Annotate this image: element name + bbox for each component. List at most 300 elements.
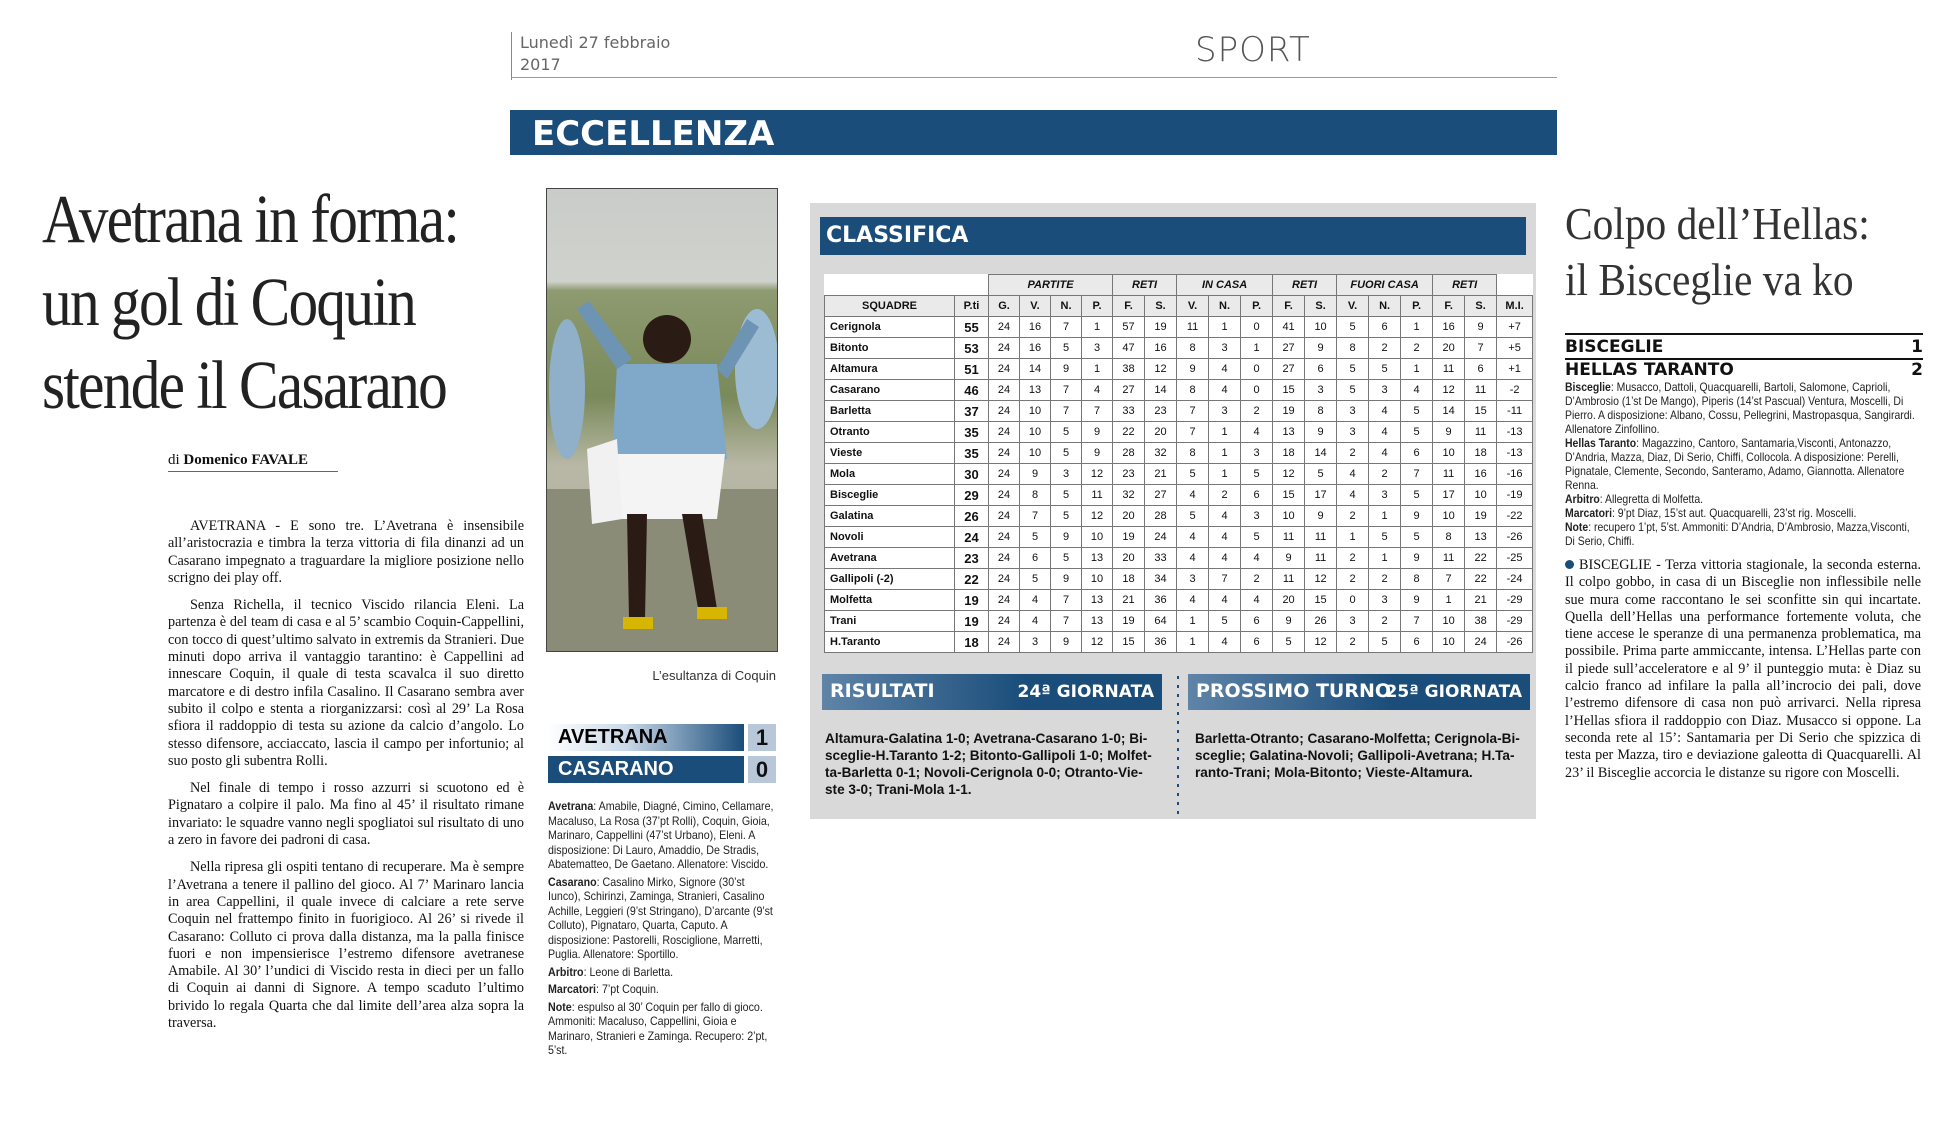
stat-cell: 7 [1082, 401, 1113, 422]
stat-cell: 5 [1177, 464, 1209, 485]
stat-cell: 10 [1433, 506, 1465, 527]
report-entry [548, 983, 776, 998]
stat-cell: 24 [989, 338, 1020, 359]
stat-cell: 9 [1020, 464, 1051, 485]
stat-cell: 9 [1401, 548, 1433, 569]
article-paragraph: Senza Richella, il tecnico Viscido rilancia Eleni. La partenza è del team di casa e al 5’ scambio Coquin-Cappellini, con tocco di quest’ultimo salvato in extremis da Stranieri. Due minuti dopo arriva il vantaggio tarantino: è Cappellini ad innescare Coquin, il quale di testa scavalca il suo diretto marcatore e di destro infila Casalino. Il Casarano sembra aver subito il colpo e stenta a riorganizzarsi: così al 29’ La Rosa sfiora il raddoppio di testa su azione da calcio d’angolo. Lo stesso difensore, acciaccato, lascia il campo per infortunio; al suo posto gli subentra Rolli. [168, 597, 524, 769]
stat-cell: 12 [1273, 464, 1305, 485]
stat-cell: 24 [989, 443, 1020, 464]
stat-cell: 11 [1433, 548, 1465, 569]
team-cell: H.Taranto [825, 632, 955, 653]
stat-cell: 5 [1369, 632, 1401, 653]
results-line: Altamura-Galatina 1-0; Avetrana-Casarano 1-0; Bi- [825, 731, 1148, 746]
stat-cell: 9 [1177, 359, 1209, 380]
stat-cell: 9 [1305, 422, 1337, 443]
stat-cell: 7 [1401, 464, 1433, 485]
stat-cell: 24 [1465, 632, 1497, 653]
stat-cell: 3 [1177, 569, 1209, 590]
column-header: M.I. [1497, 296, 1533, 317]
stat-cell: 6 [1241, 485, 1273, 506]
stat-cell: 38 [1465, 611, 1497, 632]
stat-cell: 3 [1369, 590, 1401, 611]
stat-cell: 26 [955, 506, 989, 527]
table-row [825, 590, 1533, 611]
stat-cell: 16 [1145, 338, 1177, 359]
stat-cell: 5 [1241, 464, 1273, 485]
stat-cell: 4 [1209, 548, 1241, 569]
team-name: CASARANO [548, 756, 744, 783]
article-paragraph: BISCEGLIE - Terza vittoria stagionale, la seconda esterna. Il colpo gobbo, in casa di un Bisceglie non inflessibile nelle sue mura come raccontano le sei sconfitte sin qui incartate. Quella dell’Hellas una performance fortemente voluta, che tiene accese le speranze di una permanenza problematica, ma possibile. Prima parte ammiccante, intensa. L’Hellas parte con il piede sull’acceleratore e al 9’ il punteggio muta: è Diaz su calcio franco ad infilare la palla all’incrocio dei pali, dove l’estremo difensore di casa non può arrivarci. Nella ripresa l’Hellas sfiora il raddoppio con Diaz. Musacco si oppone. La seconda rete al 15’: Santamaria per Di Serio che spizzica di testa per Mazza, tiro e deviazione galeotta di Quacquarelli. Al 23’ il Bisceglie accorcia le distanze su rigore con Moscelli. [1565, 557, 1921, 781]
article-body [1565, 557, 1921, 782]
stat-cell: 9 [1051, 527, 1082, 548]
stat-cell: -29 [1497, 611, 1533, 632]
scoreboard-home [1565, 337, 1923, 359]
standings-title-bar [820, 217, 1526, 255]
stat-cell: 13 [1020, 380, 1051, 401]
team-cell: Casarano [825, 380, 955, 401]
column-header: P.ti [955, 296, 989, 317]
stat-cell: 4 [1241, 590, 1273, 611]
column-header: P. [1401, 296, 1433, 317]
column-header: N. [1209, 296, 1241, 317]
stat-cell: 1 [1401, 359, 1433, 380]
table-row [825, 506, 1533, 527]
stat-cell: 24 [989, 422, 1020, 443]
team-goals: 1 [748, 724, 776, 751]
stat-cell: 7 [1051, 590, 1082, 611]
stat-cell: 24 [989, 464, 1020, 485]
stat-cell: 36 [1145, 590, 1177, 611]
stat-cell: 5 [1051, 338, 1082, 359]
stat-cell: 15 [1465, 401, 1497, 422]
report-label: Arbitro [548, 965, 584, 979]
scoreboard-away [548, 756, 776, 783]
stat-cell: 4 [1241, 548, 1273, 569]
stat-cell: 10 [1273, 506, 1305, 527]
stat-cell: 4 [1209, 359, 1241, 380]
stat-cell: 5 [1209, 611, 1241, 632]
stat-cell: 12 [1433, 380, 1465, 401]
report-entry [548, 966, 776, 981]
column-header: F. [1113, 296, 1145, 317]
stat-cell: 5 [1401, 401, 1433, 422]
stat-cell: 35 [955, 443, 989, 464]
stat-cell: 21 [1113, 590, 1145, 611]
date-year: 2017 [520, 55, 561, 74]
team-cell: Molfetta [825, 590, 955, 611]
stat-cell: 64 [1145, 611, 1177, 632]
stat-cell: 11 [1465, 380, 1497, 401]
stat-cell: 9 [1051, 632, 1082, 653]
stat-cell: 20 [1145, 422, 1177, 443]
stat-cell: 24 [1145, 527, 1177, 548]
stat-cell: 20 [1433, 338, 1465, 359]
stat-cell: 20 [1113, 506, 1145, 527]
report-label: Marcatori [548, 983, 597, 996]
stat-cell: 2 [1337, 548, 1369, 569]
stat-cell: 37 [955, 401, 989, 422]
column-header: F. [1273, 296, 1305, 317]
next-round-title: PROSSIMO TURNO [1196, 680, 1392, 702]
stat-cell: 1 [1433, 590, 1465, 611]
stat-cell: +7 [1497, 317, 1533, 338]
results-header [822, 674, 1162, 710]
team-goals: 0 [748, 756, 776, 783]
group-header: RETI [1273, 275, 1337, 296]
stat-cell: -16 [1497, 464, 1533, 485]
stat-cell: 1 [1082, 359, 1113, 380]
stat-cell: 22 [1113, 422, 1145, 443]
stat-cell: 32 [1113, 485, 1145, 506]
stat-cell: 9 [1082, 443, 1113, 464]
stat-cell: 2 [1337, 506, 1369, 527]
headline-line: il Bisceglie va ko [1565, 254, 1854, 305]
stat-cell: 6 [1305, 359, 1337, 380]
stat-cell: 9 [1273, 611, 1305, 632]
stat-cell: 3 [1337, 611, 1369, 632]
byline-prefix: di [168, 452, 180, 468]
stat-cell: 27 [1113, 380, 1145, 401]
headline-line: stende il Casarano [42, 347, 447, 423]
stat-cell: 19 [955, 611, 989, 632]
stat-cell: -25 [1497, 548, 1533, 569]
stat-cell: 5 [1401, 485, 1433, 506]
stat-cell: 13 [1082, 590, 1113, 611]
team-goals: 1 [1911, 337, 1923, 357]
stat-cell: 2 [1241, 569, 1273, 590]
column-header: SQUADRE [825, 296, 955, 317]
stat-cell: -19 [1497, 485, 1533, 506]
stat-cell: 18 [1465, 443, 1497, 464]
results-title: RISULTATI [830, 680, 935, 702]
stat-cell: 5 [1051, 506, 1082, 527]
column-header: V. [1020, 296, 1051, 317]
stat-cell: 3 [1241, 506, 1273, 527]
stat-cell: 8 [1401, 569, 1433, 590]
stat-cell: 9 [1305, 506, 1337, 527]
results-list [825, 730, 1175, 798]
stat-cell: 6 [1401, 443, 1433, 464]
stat-cell: 12 [1145, 359, 1177, 380]
stat-cell: 7 [1051, 401, 1082, 422]
column-header: S. [1465, 296, 1497, 317]
stat-cell: 1 [1337, 527, 1369, 548]
team-cell: Galatina [825, 506, 955, 527]
results-line: ta-Barletta 0-1; Novoli-Cerignola 0-0; Otranto-Vie- [825, 765, 1143, 780]
stat-cell: 7 [1177, 422, 1209, 443]
stat-cell: 55 [955, 317, 989, 338]
report-label: Arbitro [1565, 493, 1600, 506]
stat-cell: 2 [1401, 338, 1433, 359]
stat-cell: 15 [1305, 590, 1337, 611]
stat-cell: 19 [1113, 611, 1145, 632]
stat-cell: 3 [1305, 380, 1337, 401]
date-line [511, 32, 710, 80]
stat-cell: 10 [1020, 422, 1051, 443]
stat-cell: 5 [1369, 359, 1401, 380]
report-text: : Leone di Barletta. [583, 965, 674, 979]
match-report [548, 800, 776, 1062]
stat-cell: 4 [1082, 380, 1113, 401]
stat-cell: 7 [1465, 338, 1497, 359]
stat-cell: 4 [1241, 422, 1273, 443]
next-round-header [1188, 674, 1530, 710]
report-entry [548, 876, 776, 963]
stat-cell: 11 [1433, 464, 1465, 485]
report-text: : recupero 1’pt, 5’st. Ammoniti: D’Andria, D’Ambrosio, Mazza,Visconti, Di Serio, Chiffi. [1565, 521, 1910, 548]
group-header: PARTITE [989, 275, 1113, 296]
stat-cell: 18 [1273, 443, 1305, 464]
stat-cell: 5 [1241, 527, 1273, 548]
stat-cell: 2 [1337, 632, 1369, 653]
stat-cell: 19 [955, 590, 989, 611]
banner-label: ECCELLENZA [532, 114, 775, 154]
stat-cell: 32 [1145, 443, 1177, 464]
stat-cell: 7 [1051, 317, 1082, 338]
stat-cell: 2 [1369, 569, 1401, 590]
author-name: Domenico FAVALE [183, 452, 309, 468]
table-row [825, 485, 1533, 506]
stat-cell: 12 [1082, 632, 1113, 653]
stat-cell: 12 [1305, 632, 1337, 653]
stat-cell: 29 [955, 485, 989, 506]
category-banner [510, 110, 1557, 155]
stat-cell: 20 [1113, 548, 1145, 569]
table-row [825, 464, 1533, 485]
stat-cell: 6 [1241, 611, 1273, 632]
byline [168, 452, 338, 472]
stat-cell: 4 [1209, 632, 1241, 653]
stat-cell: 3 [1209, 401, 1241, 422]
stat-cell: 3 [1082, 338, 1113, 359]
stat-cell: 24 [989, 569, 1020, 590]
stat-cell: 41 [1273, 317, 1305, 338]
stat-cell: 19 [1465, 506, 1497, 527]
stat-cell: 6 [1401, 632, 1433, 653]
table-row [825, 338, 1533, 359]
stat-cell: 8 [1177, 338, 1209, 359]
report-entry [1565, 437, 1916, 493]
stat-cell: 57 [1113, 317, 1145, 338]
stat-cell: 24 [989, 380, 1020, 401]
column-header: G. [989, 296, 1020, 317]
team-cell: Novoli [825, 527, 955, 548]
stat-cell: 13 [1082, 611, 1113, 632]
stat-cell: 11 [1082, 485, 1113, 506]
stat-cell: 6 [1020, 548, 1051, 569]
match-report [1565, 381, 1916, 549]
group-header: FUORI CASA [1337, 275, 1433, 296]
stat-cell: 33 [1145, 548, 1177, 569]
report-text: : Magazzino, Cantoro, Santamaria,Visconti, Antonazzo, D’Andria, Mazza, Diaz, Di Serio, Chiffi, Collocola. A disposizione: Perelli, Pignatale, Clemente, Secondo, Santeramo, Adamo, Giannotta. Allenatore Renna. [1565, 437, 1905, 492]
stat-cell: 7 [1051, 380, 1082, 401]
stat-cell: 14 [1305, 443, 1337, 464]
team-cell: Otranto [825, 422, 955, 443]
stat-cell: 19 [1273, 401, 1305, 422]
stat-cell: 10 [1020, 401, 1051, 422]
stat-cell: 5 [1305, 464, 1337, 485]
stat-cell: 12 [1305, 569, 1337, 590]
report-entry [1565, 521, 1916, 549]
empty-cell [1497, 275, 1533, 296]
stat-cell: 11 [1273, 569, 1305, 590]
group-header-row [825, 275, 1533, 296]
stat-cell: 2 [1209, 485, 1241, 506]
stat-cell: 1 [1401, 317, 1433, 338]
stat-cell: 20 [1273, 590, 1305, 611]
stat-cell: -29 [1497, 590, 1533, 611]
team-cell: Bitonto [825, 338, 955, 359]
stat-cell: 6 [1369, 317, 1401, 338]
team-goals: 2 [1911, 360, 1923, 380]
stat-cell: 8 [1177, 443, 1209, 464]
column-header: P. [1082, 296, 1113, 317]
stat-cell: 18 [1113, 569, 1145, 590]
results-line: sceglie-H.Taranto 1-2; Bitonto-Gallipoli 1-0; Molfet- [825, 748, 1152, 763]
celebration-illustration [547, 189, 777, 651]
stat-cell: 5 [1051, 548, 1082, 569]
score-divider [1565, 333, 1923, 335]
stat-cell: 5 [1401, 527, 1433, 548]
article-paragraph: AVETRANA - E sono tre. L’Avetrana è insensibile all’aristocrazia e timbra la terza vittoria di fila dinanzi ad un Casarano impegnato a traguardare la migliore posizione nello scrigno dei play off. [168, 518, 524, 586]
stat-cell: 26 [1305, 611, 1337, 632]
stat-cell: 7 [1051, 611, 1082, 632]
stat-cell: +1 [1497, 359, 1533, 380]
stat-cell: 4 [1369, 443, 1401, 464]
stat-cell: 24 [989, 590, 1020, 611]
stat-cell: 9 [1082, 422, 1113, 443]
stat-cell: 18 [955, 632, 989, 653]
stat-cell: 1 [1369, 548, 1401, 569]
stat-cell: 0 [1241, 380, 1273, 401]
stat-cell: -26 [1497, 632, 1533, 653]
stat-cell: 4 [1337, 485, 1369, 506]
stat-cell: 11 [1433, 359, 1465, 380]
stat-cell: 38 [1113, 359, 1145, 380]
stat-cell: -22 [1497, 506, 1533, 527]
stat-cell: 23 [1113, 464, 1145, 485]
stat-cell: 5 [1337, 317, 1369, 338]
stat-cell: 11 [1305, 527, 1337, 548]
team-cell: Mola [825, 464, 955, 485]
table-row [825, 527, 1533, 548]
stat-cell: 2 [1369, 338, 1401, 359]
stat-cell: 2 [1369, 611, 1401, 632]
stat-cell: 17 [1305, 485, 1337, 506]
bullet-icon [1565, 560, 1574, 569]
stat-cell: 5 [1051, 485, 1082, 506]
stat-cell: 1 [1241, 338, 1273, 359]
stat-cell: 2 [1369, 464, 1401, 485]
stat-cell: -13 [1497, 443, 1533, 464]
team-cell: Vieste [825, 443, 955, 464]
column-header: V. [1337, 296, 1369, 317]
stat-cell: 4 [1401, 380, 1433, 401]
stat-cell: 23 [955, 548, 989, 569]
stat-cell: 4 [1209, 380, 1241, 401]
stat-cell: 10 [1433, 611, 1465, 632]
stat-cell: 36 [1145, 632, 1177, 653]
stat-cell: 7 [1401, 611, 1433, 632]
team-cell: Cerignola [825, 317, 955, 338]
stat-cell: 4 [1369, 401, 1401, 422]
stat-cell: 3 [1051, 464, 1082, 485]
stat-cell: 16 [1020, 317, 1051, 338]
table-row [825, 569, 1533, 590]
stat-cell: 2 [1241, 401, 1273, 422]
column-header: N. [1051, 296, 1082, 317]
stat-cell: 9 [1305, 338, 1337, 359]
stat-cell: 21 [1145, 464, 1177, 485]
article-paragraph: Nel finale di tempo i rosso azzurri si scuotono ed è Pignataro a colpire il palo. Ma fino al 45’ il risultato rimane invariato: le squadre vanno negli spogliatoi sul risultato di uno a zero in favore dei padroni di casa. [168, 780, 524, 849]
stat-cell: -2 [1497, 380, 1533, 401]
stat-cell: 22 [1465, 548, 1497, 569]
stat-cell: 9 [1051, 569, 1082, 590]
report-label: Bisceglie [1565, 381, 1611, 394]
header-divider [511, 77, 1557, 78]
table-row [825, 443, 1533, 464]
match-photo [546, 188, 778, 652]
results-round: 24ª GIORNATA [1017, 682, 1154, 702]
stat-cell: +5 [1497, 338, 1533, 359]
stat-cell: 8 [1337, 338, 1369, 359]
column-header: S. [1305, 296, 1337, 317]
stat-cell: 17 [1433, 485, 1465, 506]
team-cell: Avetrana [825, 548, 955, 569]
stat-cell: 24 [989, 485, 1020, 506]
stat-cell: 9 [1401, 590, 1433, 611]
stat-cell: 1 [1209, 464, 1241, 485]
stat-cell: 6 [1465, 359, 1497, 380]
stat-cell: 27 [1273, 338, 1305, 359]
stat-cell: 46 [955, 380, 989, 401]
stat-cell: 15 [1273, 380, 1305, 401]
standings-body [825, 317, 1533, 653]
stat-cell: 16 [1465, 464, 1497, 485]
report-label: Note [548, 1000, 572, 1014]
stat-cell: 11 [1465, 422, 1497, 443]
stat-cell: 1 [1209, 443, 1241, 464]
report-entry [548, 1001, 776, 1059]
stat-cell: 7 [1177, 401, 1209, 422]
stat-cell: 5 [1020, 569, 1051, 590]
report-label: Avetrana [548, 800, 594, 813]
report-text: : Musacco, Dattoli, Quacquarelli, Bartoli, Salomone, Caprioli, D’Ambrosio (1’st De Mango), Piperis (14’st Pascual) Ventura, Moscelli, Di Pierro. A disposizione: Albano, Cossu, Pellegrini, Mastropasqua, Sangirardi. Allenatore Zinfollino. [1565, 381, 1915, 436]
stat-cell: 30 [955, 464, 989, 485]
next-round-line: sceglie; Galatina-Novoli; Gallipoli-Avetrana; H.Ta- [1195, 748, 1515, 763]
column-header-row [825, 296, 1533, 317]
stat-cell: 1 [1209, 317, 1241, 338]
stat-cell: -24 [1497, 569, 1533, 590]
stat-cell: 5 [1337, 380, 1369, 401]
stat-cell: 8 [1020, 485, 1051, 506]
report-text: : Allegretta di Molfetta. [1599, 493, 1704, 506]
stat-cell: 5 [1337, 359, 1369, 380]
column-header: N. [1369, 296, 1401, 317]
report-text: : 9’pt Diaz, 15’st aut. Quacquarelli, 23’st rig. Moscelli. [1611, 507, 1857, 520]
stat-cell: 4 [1209, 590, 1241, 611]
stat-cell: 51 [955, 359, 989, 380]
article-paragraph: Nella ripresa gli ospiti tentano di recuperare. Ma è sempre l’Avetrana a tenere il pallino del gioco. Al 7’ Marinaro lancia in area Cappellini, il quale invece di calciare a rete serve Coquin nel frattempo finito in fuorigioco. Al 26’ si rivede il Casarano: Colluto ci prova dalla distanza, ma la palla finisce fuori e non impensierisce l’estremo difensore avetranese Amabile. Al 30’ l’undici di Viscido resta in dieci per un fallo di Coquin ai danni di Signore. A tempo scaduto l’ultimo brivido lo regala Quarta che dal limite dell’area alza sopra la traversa. [168, 859, 524, 1032]
main-headline [42, 178, 463, 427]
stat-cell: 7 [1020, 506, 1051, 527]
stat-cell: 16 [1020, 338, 1051, 359]
group-header: IN CASA [1177, 275, 1273, 296]
column-header: P. [1241, 296, 1273, 317]
stat-cell: 13 [1082, 548, 1113, 569]
stat-cell: -26 [1497, 527, 1533, 548]
team-name: BISCEGLIE [1565, 337, 1664, 357]
